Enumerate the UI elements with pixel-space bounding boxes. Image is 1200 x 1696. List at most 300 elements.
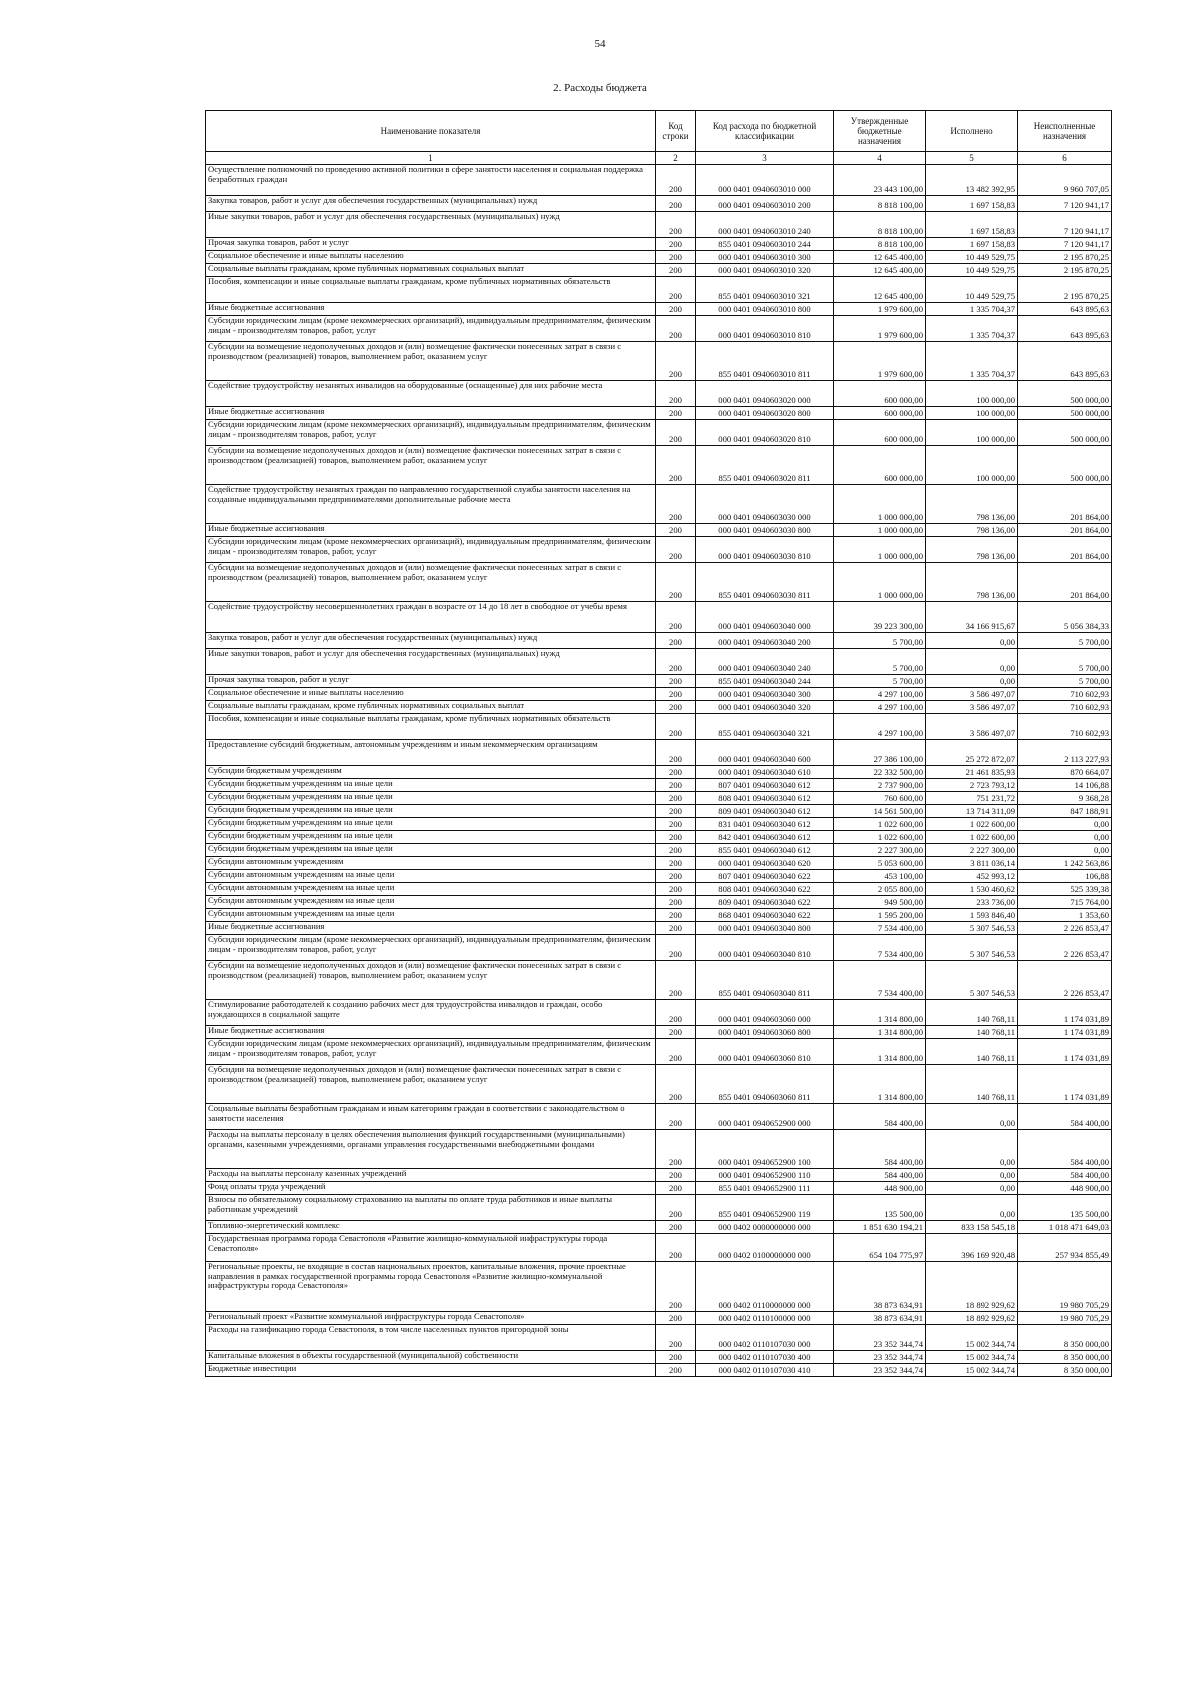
row-executed: 0,00 [926, 1195, 1018, 1221]
row-name: Закупка товаров, работ и услуг для обеспечения государственных (муниципальных) нужд [206, 633, 656, 649]
row-line-code: 200 [656, 831, 696, 844]
expenditure-table [205, 110, 1112, 1377]
row-unexecuted: 643 895,63 [1018, 303, 1112, 316]
row-unexecuted: 2 195 870,25 [1018, 277, 1112, 303]
row-budget-code: 000 0401 0940603040 610 [696, 766, 834, 779]
row-approved: 448 900,00 [834, 1182, 926, 1195]
table-row [206, 1104, 1112, 1130]
row-line-code: 200 [656, 420, 696, 446]
row-executed: 100 000,00 [926, 446, 1018, 485]
row-unexecuted: 106,88 [1018, 870, 1112, 883]
row-line-code: 200 [656, 303, 696, 316]
row-line-code: 200 [656, 196, 696, 212]
row-unexecuted: 584 400,00 [1018, 1130, 1112, 1169]
row-executed: 798 136,00 [926, 485, 1018, 524]
row-unexecuted: 1 174 031,89 [1018, 1065, 1112, 1104]
row-line-code: 200 [656, 316, 696, 342]
row-name: Прочая закупка товаров, работ и услуг [206, 675, 656, 688]
row-name: Содействие трудоустройству незанятых инвалидов на оборудованные (оснащенные) для них рабочие места [206, 381, 656, 407]
table-row [206, 870, 1112, 883]
row-executed: 1 335 704,37 [926, 342, 1018, 381]
row-approved: 1 000 000,00 [834, 485, 926, 524]
table-row [206, 1312, 1112, 1325]
row-executed: 5 307 546,53 [926, 922, 1018, 935]
row-budget-code: 000 0401 0940603010 000 [696, 165, 834, 196]
row-approved: 7 534 400,00 [834, 935, 926, 961]
row-budget-code: 855 0401 0940603040 244 [696, 675, 834, 688]
row-budget-code: 855 0401 0940603010 244 [696, 238, 834, 251]
row-unexecuted: 500 000,00 [1018, 381, 1112, 407]
table-row [206, 909, 1112, 922]
table-row [206, 277, 1112, 303]
row-unexecuted: 5 700,00 [1018, 675, 1112, 688]
row-name: Пособия, компенсации и иные социальные выплаты гражданам, кроме публичных нормативных обязательств [206, 277, 656, 303]
row-approved: 584 400,00 [834, 1104, 926, 1130]
table-row [206, 537, 1112, 563]
row-executed: 10 449 529,75 [926, 251, 1018, 264]
row-unexecuted: 19 980 705,29 [1018, 1262, 1112, 1312]
row-line-code: 200 [656, 883, 696, 896]
row-name: Субсидии автономным учреждениям на иные цели [206, 883, 656, 896]
row-budget-code: 855 0401 0940603010 811 [696, 342, 834, 381]
header-budget-code: Код расхода по бюджетной классификации [696, 111, 834, 152]
row-unexecuted: 8 350 000,00 [1018, 1364, 1112, 1377]
table-row [206, 935, 1112, 961]
row-budget-code: 000 0401 0940603010 200 [696, 196, 834, 212]
row-approved: 1 022 600,00 [834, 818, 926, 831]
row-name: Субсидии автономным учреждениям на иные цели [206, 870, 656, 883]
row-unexecuted: 1 018 471 649,03 [1018, 1221, 1112, 1234]
row-line-code: 200 [656, 602, 696, 633]
row-name: Субсидии на возмещение недополученных доходов и (или) возмещение фактически понесенных затрат в связи с производством (реализацией) товаров, выполнением работ, оказанием услуг [206, 1065, 656, 1104]
row-name: Иные бюджетные ассигнования [206, 303, 656, 316]
row-approved: 654 104 775,97 [834, 1234, 926, 1262]
table-row [206, 563, 1112, 602]
row-name: Субсидии на возмещение недополученных доходов и (или) возмещение фактически понесенных затрат в связи с производством (реализацией) товаров, выполнением работ, оказанием услуг [206, 961, 656, 1000]
row-name: Субсидии бюджетным учреждениям [206, 766, 656, 779]
row-approved: 1 314 800,00 [834, 1039, 926, 1065]
row-approved: 23 352 344,74 [834, 1351, 926, 1364]
row-name: Социальное обеспечение и иные выплаты населению [206, 688, 656, 701]
table-row [206, 602, 1112, 633]
row-budget-code: 000 0402 0110000000 000 [696, 1262, 834, 1312]
row-name: Субсидии автономным учреждениям на иные цели [206, 909, 656, 922]
row-name: Субсидии на возмещение недополученных доходов и (или) возмещение фактически понесенных затрат в связи с производством (реализацией) товаров, выполнением работ, оказанием услуг [206, 446, 656, 485]
row-name: Социальные выплаты гражданам, кроме публичных нормативных социальных выплат [206, 264, 656, 277]
row-approved: 949 500,00 [834, 896, 926, 909]
table-row [206, 420, 1112, 446]
row-budget-code: 000 0401 0940652900 100 [696, 1130, 834, 1169]
row-line-code: 200 [656, 1262, 696, 1312]
table-row [206, 524, 1112, 537]
row-approved: 1 595 200,00 [834, 909, 926, 922]
table-row [206, 818, 1112, 831]
row-name: Фонд оплаты труда учреждений [206, 1182, 656, 1195]
row-executed: 25 272 872,07 [926, 740, 1018, 766]
row-name: Государственная программа города Севастополя «Развитие жилищно-коммунальной инфраструктуры города Севастополя» [206, 1234, 656, 1262]
table-row [206, 1000, 1112, 1026]
column-number: 3 [696, 152, 834, 165]
row-approved: 1 000 000,00 [834, 563, 926, 602]
row-unexecuted: 19 980 705,29 [1018, 1312, 1112, 1325]
row-name: Капитальные вложения в объекты государственной (муниципальной) собственности [206, 1351, 656, 1364]
row-executed: 100 000,00 [926, 381, 1018, 407]
row-unexecuted: 14 106,88 [1018, 779, 1112, 792]
header-row-code: Код строки [656, 111, 696, 152]
row-executed: 1 697 158,83 [926, 238, 1018, 251]
row-executed: 3 586 497,07 [926, 701, 1018, 714]
row-unexecuted: 201 864,00 [1018, 537, 1112, 563]
row-unexecuted: 710 602,93 [1018, 714, 1112, 740]
row-executed: 140 768,11 [926, 1026, 1018, 1039]
table-row [206, 316, 1112, 342]
row-line-code: 200 [656, 264, 696, 277]
header-name: Наименование показателя [206, 111, 656, 152]
column-number-row [206, 152, 1112, 165]
row-executed: 140 768,11 [926, 1065, 1018, 1104]
row-unexecuted: 2 195 870,25 [1018, 251, 1112, 264]
row-approved: 5 053 600,00 [834, 857, 926, 870]
row-line-code: 200 [656, 1351, 696, 1364]
row-budget-code: 855 0401 0940603040 321 [696, 714, 834, 740]
table-row [206, 675, 1112, 688]
row-approved: 1 314 800,00 [834, 1026, 926, 1039]
row-budget-code: 000 0401 0940603010 800 [696, 303, 834, 316]
row-line-code: 200 [656, 165, 696, 196]
row-approved: 1 851 630 194,21 [834, 1221, 926, 1234]
row-line-code: 200 [656, 792, 696, 805]
row-budget-code: 000 0401 0940652900 110 [696, 1169, 834, 1182]
row-name: Региональные проекты, не входящие в состав национальных проектов, капитальные вложения, прочие проектные направления в рамках государственной программы города Севастополя «Развитие жилищно-коммунальной инфраструктуры города Севастополя» [206, 1262, 656, 1312]
table-row [206, 805, 1112, 818]
table-row [206, 857, 1112, 870]
row-approved: 2 055 800,00 [834, 883, 926, 896]
row-name: Пособия, компенсации и иные социальные выплаты гражданам, кроме публичных нормативных обязательств [206, 714, 656, 740]
table-row [206, 1221, 1112, 1234]
row-line-code: 200 [656, 714, 696, 740]
row-budget-code: 855 0401 0940652900 111 [696, 1182, 834, 1195]
row-executed: 13 482 392,95 [926, 165, 1018, 196]
row-approved: 4 297 100,00 [834, 714, 926, 740]
row-executed: 1 022 600,00 [926, 818, 1018, 831]
row-approved: 8 818 100,00 [834, 212, 926, 238]
row-budget-code: 000 0401 0940603030 810 [696, 537, 834, 563]
table-row [206, 1130, 1112, 1169]
table-body [206, 165, 1112, 1377]
row-executed: 233 736,00 [926, 896, 1018, 909]
row-line-code: 200 [656, 1221, 696, 1234]
row-name: Иные бюджетные ассигнования [206, 1026, 656, 1039]
row-approved: 23 352 344,74 [834, 1325, 926, 1351]
row-approved: 14 561 500,00 [834, 805, 926, 818]
table-row [206, 883, 1112, 896]
table-row [206, 342, 1112, 381]
row-budget-code: 000 0401 0940652900 000 [696, 1104, 834, 1130]
row-name: Иные бюджетные ассигнования [206, 922, 656, 935]
row-unexecuted: 1 174 031,89 [1018, 1039, 1112, 1065]
row-unexecuted: 710 602,93 [1018, 701, 1112, 714]
table-row [206, 649, 1112, 675]
row-line-code: 200 [656, 1130, 696, 1169]
row-name: Субсидии автономным учреждениям на иные цели [206, 896, 656, 909]
row-line-code: 200 [656, 1195, 696, 1221]
row-line-code: 200 [656, 342, 696, 381]
row-unexecuted: 201 864,00 [1018, 563, 1112, 602]
row-line-code: 200 [656, 870, 696, 883]
row-executed: 140 768,11 [926, 1000, 1018, 1026]
table-row [206, 740, 1112, 766]
row-approved: 600 000,00 [834, 407, 926, 420]
row-line-code: 200 [656, 701, 696, 714]
row-name: Субсидии бюджетным учреждениям на иные цели [206, 792, 656, 805]
row-approved: 12 645 400,00 [834, 264, 926, 277]
row-executed: 10 449 529,75 [926, 264, 1018, 277]
table-row [206, 1065, 1112, 1104]
row-approved: 7 534 400,00 [834, 961, 926, 1000]
row-approved: 39 223 300,00 [834, 602, 926, 633]
table-row [206, 633, 1112, 649]
row-name: Социальные выплаты гражданам, кроме публичных нормативных социальных выплат [206, 701, 656, 714]
row-budget-code: 000 0402 0110107030 410 [696, 1364, 834, 1377]
column-number: 1 [206, 152, 656, 165]
row-executed: 140 768,11 [926, 1039, 1018, 1065]
row-line-code: 200 [656, 779, 696, 792]
row-line-code: 200 [656, 446, 696, 485]
row-executed: 1 530 460,62 [926, 883, 1018, 896]
row-budget-code: 000 0401 0940603030 800 [696, 524, 834, 537]
row-budget-code: 000 0401 0940603060 800 [696, 1026, 834, 1039]
row-budget-code: 855 0401 0940603020 811 [696, 446, 834, 485]
row-unexecuted: 201 864,00 [1018, 485, 1112, 524]
table-row [206, 407, 1112, 420]
table-row [206, 766, 1112, 779]
table-row [206, 446, 1112, 485]
table-row [206, 688, 1112, 701]
row-budget-code: 000 0401 0940603040 300 [696, 688, 834, 701]
row-unexecuted: 9 960 707,05 [1018, 165, 1112, 196]
row-unexecuted: 5 056 384,33 [1018, 602, 1112, 633]
row-name: Субсидии бюджетным учреждениям на иные цели [206, 831, 656, 844]
row-executed: 751 231,72 [926, 792, 1018, 805]
row-unexecuted: 584 400,00 [1018, 1104, 1112, 1130]
row-name: Расходы на выплаты персоналу казенных учреждений [206, 1169, 656, 1182]
row-unexecuted: 2 226 853,47 [1018, 935, 1112, 961]
row-unexecuted: 500 000,00 [1018, 407, 1112, 420]
row-name: Закупка товаров, работ и услуг для обеспечения государственных (муниципальных) нужд [206, 196, 656, 212]
row-budget-code: 000 0401 0940603020 800 [696, 407, 834, 420]
row-unexecuted: 5 700,00 [1018, 649, 1112, 675]
row-name: Субсидии бюджетным учреждениям на иные цели [206, 779, 656, 792]
section-title: 2. Расходы бюджета [553, 82, 647, 94]
row-budget-code: 000 0401 0940603020 000 [696, 381, 834, 407]
row-line-code: 200 [656, 961, 696, 1000]
row-line-code: 200 [656, 1039, 696, 1065]
table-row [206, 1325, 1112, 1351]
row-approved: 1 314 800,00 [834, 1000, 926, 1026]
column-number: 5 [926, 152, 1018, 165]
row-approved: 7 534 400,00 [834, 922, 926, 935]
row-budget-code: 808 0401 0940603040 622 [696, 883, 834, 896]
row-executed: 0,00 [926, 1104, 1018, 1130]
row-executed: 798 136,00 [926, 524, 1018, 537]
row-approved: 1 979 600,00 [834, 342, 926, 381]
row-budget-code: 000 0402 0100000000 000 [696, 1234, 834, 1262]
row-approved: 4 297 100,00 [834, 688, 926, 701]
row-approved: 600 000,00 [834, 446, 926, 485]
row-unexecuted: 9 368,28 [1018, 792, 1112, 805]
row-budget-code: 000 0401 0940603030 000 [696, 485, 834, 524]
row-approved: 1 979 600,00 [834, 316, 926, 342]
row-unexecuted: 5 700,00 [1018, 633, 1112, 649]
row-budget-code: 000 0401 0940603010 300 [696, 251, 834, 264]
row-budget-code: 000 0401 0940603040 810 [696, 935, 834, 961]
row-name: Субсидии юридическим лицам (кроме некоммерческих организаций), индивидуальным предпринимателям, физическим лицам - производителям товаров, работ, услуг [206, 420, 656, 446]
row-unexecuted: 710 602,93 [1018, 688, 1112, 701]
table-row [206, 961, 1112, 1000]
row-approved: 12 645 400,00 [834, 251, 926, 264]
row-line-code: 200 [656, 935, 696, 961]
row-name: Прочая закупка товаров, работ и услуг [206, 238, 656, 251]
row-name: Содействие трудоустройству несовершеннолетних граждан в возрасте от 14 до 18 лет в свободное от учебы время [206, 602, 656, 633]
row-executed: 798 136,00 [926, 563, 1018, 602]
row-executed: 0,00 [926, 1169, 1018, 1182]
row-executed: 100 000,00 [926, 407, 1018, 420]
row-line-code: 200 [656, 524, 696, 537]
table-row [206, 303, 1112, 316]
row-unexecuted: 7 120 941,17 [1018, 212, 1112, 238]
page-number: 54 [594, 38, 606, 50]
row-line-code: 200 [656, 1065, 696, 1104]
table-header-row [206, 111, 1112, 152]
row-executed: 2 227 300,00 [926, 844, 1018, 857]
row-unexecuted: 448 900,00 [1018, 1182, 1112, 1195]
row-budget-code: 000 0402 0110100000 000 [696, 1312, 834, 1325]
row-approved: 12 645 400,00 [834, 277, 926, 303]
row-budget-code: 000 0401 0940603040 200 [696, 633, 834, 649]
row-unexecuted: 0,00 [1018, 831, 1112, 844]
row-approved: 8 818 100,00 [834, 238, 926, 251]
table-row [206, 264, 1112, 277]
row-executed: 396 169 920,48 [926, 1234, 1018, 1262]
row-unexecuted: 643 895,63 [1018, 342, 1112, 381]
row-budget-code: 000 0401 0940603040 000 [696, 602, 834, 633]
row-approved: 135 500,00 [834, 1195, 926, 1221]
row-name: Субсидии на возмещение недополученных доходов и (или) возмещение фактически понесенных затрат в связи с производством (реализацией) товаров, выполнением работ, оказанием услуг [206, 563, 656, 602]
row-budget-code: 000 0401 0940603040 800 [696, 922, 834, 935]
row-approved: 27 386 100,00 [834, 740, 926, 766]
row-budget-code: 000 0401 0940603040 600 [696, 740, 834, 766]
row-executed: 21 461 835,93 [926, 766, 1018, 779]
table-row [206, 831, 1112, 844]
row-line-code: 200 [656, 1325, 696, 1351]
row-name: Иные закупки товаров, работ и услуг для обеспечения государственных (муниципальных) нужд [206, 212, 656, 238]
row-executed: 18 892 929,62 [926, 1312, 1018, 1325]
row-unexecuted: 8 350 000,00 [1018, 1325, 1112, 1351]
row-budget-code: 809 0401 0940603040 612 [696, 805, 834, 818]
row-budget-code: 855 0401 0940603040 811 [696, 961, 834, 1000]
header-executed: Исполнено [926, 111, 1018, 152]
row-name: Стимулирование работодателей к созданию рабочих мест для трудоустройства инвалидов и граждан, особо нуждающихся в социальной защите [206, 1000, 656, 1026]
row-line-code: 200 [656, 1182, 696, 1195]
row-budget-code: 855 0401 0940603060 811 [696, 1065, 834, 1104]
row-line-code: 200 [656, 563, 696, 602]
row-executed: 833 158 545,18 [926, 1221, 1018, 1234]
row-budget-code: 809 0401 0940603040 622 [696, 896, 834, 909]
row-name: Взносы по обязательному социальному страхованию на выплаты по оплате труда работников и иные выплаты работникам учреждений [206, 1195, 656, 1221]
column-number: 6 [1018, 152, 1112, 165]
row-executed: 0,00 [926, 675, 1018, 688]
table-row [206, 701, 1112, 714]
row-budget-code: 000 0401 0940603010 240 [696, 212, 834, 238]
row-budget-code: 807 0401 0940603040 622 [696, 870, 834, 883]
row-line-code: 200 [656, 485, 696, 524]
row-executed: 2 723 793,12 [926, 779, 1018, 792]
row-unexecuted: 525 339,38 [1018, 883, 1112, 896]
row-approved: 1 000 000,00 [834, 537, 926, 563]
row-unexecuted: 1 174 031,89 [1018, 1000, 1112, 1026]
row-line-code: 200 [656, 1104, 696, 1130]
row-unexecuted: 870 664,07 [1018, 766, 1112, 779]
row-line-code: 200 [656, 537, 696, 563]
row-unexecuted: 2 226 853,47 [1018, 961, 1112, 1000]
row-name: Иные бюджетные ассигнования [206, 407, 656, 420]
row-executed: 0,00 [926, 1182, 1018, 1195]
row-unexecuted: 201 864,00 [1018, 524, 1112, 537]
row-budget-code: 868 0401 0940603040 622 [696, 909, 834, 922]
row-name: Субсидии бюджетным учреждениям на иные цели [206, 818, 656, 831]
row-executed: 100 000,00 [926, 420, 1018, 446]
row-line-code: 200 [656, 1234, 696, 1262]
row-name: Иные закупки товаров, работ и услуг для обеспечения государственных (муниципальных) нужд [206, 649, 656, 675]
table-row [206, 779, 1112, 792]
row-name: Социальное обеспечение и иные выплаты населению [206, 251, 656, 264]
row-executed: 1 593 846,40 [926, 909, 1018, 922]
table-row [206, 922, 1112, 935]
row-unexecuted: 8 350 000,00 [1018, 1351, 1112, 1364]
row-approved: 5 700,00 [834, 675, 926, 688]
row-line-code: 200 [656, 857, 696, 870]
row-budget-code: 000 0402 0110107030 000 [696, 1325, 834, 1351]
row-unexecuted: 1 242 563,86 [1018, 857, 1112, 870]
row-approved: 8 818 100,00 [834, 196, 926, 212]
row-executed: 1 697 158,83 [926, 196, 1018, 212]
table-row [206, 196, 1112, 212]
row-unexecuted: 584 400,00 [1018, 1169, 1112, 1182]
row-unexecuted: 257 934 855,49 [1018, 1234, 1112, 1262]
table-row [206, 251, 1112, 264]
row-line-code: 200 [656, 1312, 696, 1325]
row-executed: 1 335 704,37 [926, 316, 1018, 342]
row-line-code: 200 [656, 251, 696, 264]
row-name: Содействие трудоустройству незанятых граждан по направлению государственной службы занятости населения на созданные индивидуальными предпринимателями дополнительные рабочие места [206, 485, 656, 524]
row-executed: 1 022 600,00 [926, 831, 1018, 844]
table-row [206, 485, 1112, 524]
row-name: Расходы на выплаты персоналу в целях обеспечения выполнения функций государственными (муниципальными) органами, казенными учреждениями, органами управления государственными внебюджетными фондами [206, 1130, 656, 1169]
row-name: Осуществление полномочий по проведению активной политики в сфере занятости населения и социальная поддержка безработных граждан [206, 165, 656, 196]
row-unexecuted: 135 500,00 [1018, 1195, 1112, 1221]
row-executed: 798 136,00 [926, 537, 1018, 563]
row-unexecuted: 715 764,00 [1018, 896, 1112, 909]
row-executed: 0,00 [926, 649, 1018, 675]
row-executed: 1 335 704,37 [926, 303, 1018, 316]
row-budget-code: 000 0401 0940603020 810 [696, 420, 834, 446]
table-row [206, 1169, 1112, 1182]
row-executed: 15 002 344,74 [926, 1325, 1018, 1351]
row-line-code: 200 [656, 238, 696, 251]
row-unexecuted: 2 195 870,25 [1018, 264, 1112, 277]
row-executed: 15 002 344,74 [926, 1351, 1018, 1364]
table-row [206, 896, 1112, 909]
